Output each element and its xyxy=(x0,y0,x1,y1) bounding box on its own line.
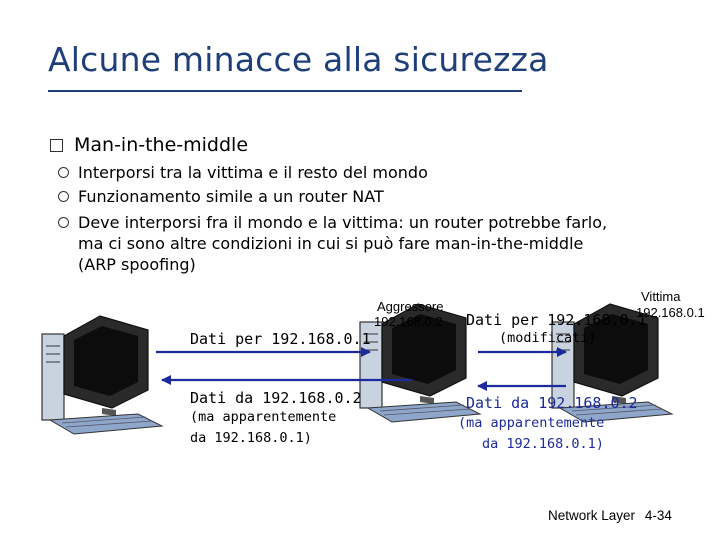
left-bottom-line-3: da 192.168.0.1) xyxy=(190,430,312,446)
left-top-text: Dati per 192.168.0.1 xyxy=(190,330,371,348)
attacker-label: Aggressore xyxy=(377,299,444,314)
right-bottom-line-3: da 192.168.0.1) xyxy=(482,436,604,452)
sub-bullet-text: Deve interporsi fra il mondo e la vittima: un router potrebbe farlo, ma ci sono altre condizioni in cui si può fare man-in-the-middle (ARP spoofing) xyxy=(78,213,608,274)
slide-title: Alcune minacce alla sicurezza xyxy=(48,40,549,79)
sub-bullet-text: Funzionamento simile a un router NAT xyxy=(78,187,384,206)
right-bottom-line-2: (ma apparentemente xyxy=(458,415,605,431)
slide-footer xyxy=(548,508,672,523)
footer-page: 4-34 xyxy=(644,508,672,523)
attacker-ip: 192.168.0.2 xyxy=(374,314,443,329)
bullet-text: Man-in-the-middle xyxy=(74,134,249,156)
left-bottom-line-2: (ma apparentemente xyxy=(190,409,337,425)
right-top-line-1: Dati per 192.168.0.1 xyxy=(466,311,647,329)
right-top-line-2: (modificati) xyxy=(499,330,597,346)
footer-chapter: Network Layer xyxy=(548,508,636,523)
left-bottom-line-1: Dati da 192.168.0.2 xyxy=(190,389,362,407)
sub-bullet-text: Interporsi tra la vittima e il resto del mondo xyxy=(78,163,428,182)
victim-ip: 192.168.0.1 xyxy=(636,305,705,320)
victim-world-computer-icon xyxy=(42,316,162,434)
right-bottom-line-1: Dati da 192.168.0.2 xyxy=(466,394,638,412)
victim-label: Vittima xyxy=(641,289,681,304)
